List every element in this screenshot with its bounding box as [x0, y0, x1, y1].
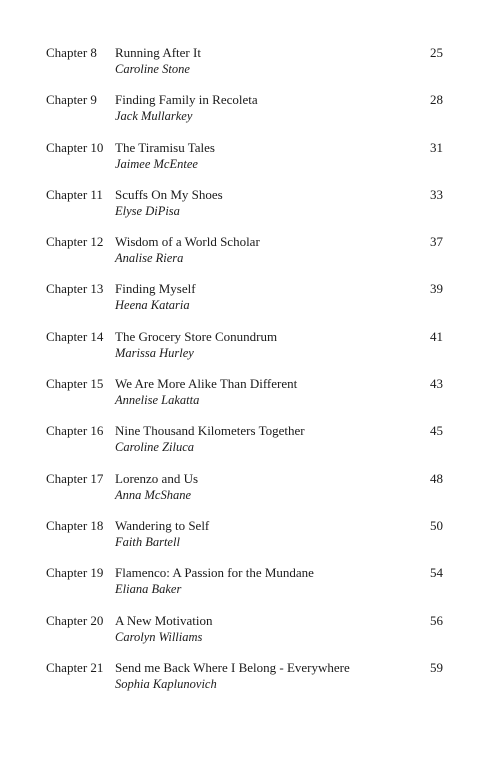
chapter-author: Carolyn Williams [115, 629, 203, 644]
chapter-number: Chapter 12 [46, 234, 104, 250]
chapter-number: Chapter 8 [46, 45, 97, 60]
chapter-title: Flamenco: A Passion for the Mundane [115, 565, 314, 581]
toc-entry [46, 92, 443, 139]
chapter-author: Analise Riera [115, 251, 184, 266]
page-number: 43 [430, 376, 443, 392]
chapter-number: Chapter 18 [46, 517, 104, 533]
page-number: 56 [430, 612, 443, 628]
chapter-title: Lorenzo and Us [115, 470, 199, 486]
chapter-author: Heena Kataria [115, 298, 190, 313]
page-number: 33 [430, 186, 443, 202]
toc-entry [46, 423, 443, 470]
toc-entry [46, 187, 443, 234]
table-of-contents [46, 45, 443, 707]
toc-entry [46, 281, 443, 328]
toc-entry [46, 376, 443, 423]
chapter-title: Wisdom of a World Scholar [115, 234, 260, 250]
chapter-author: Eliana Baker [115, 582, 182, 597]
chapter-author: Sophia Kaplunovich [115, 676, 217, 691]
page-number: 39 [430, 281, 443, 297]
toc-entry [46, 471, 443, 518]
page-number: 50 [430, 517, 443, 533]
chapter-number: Chapter 15 [46, 376, 104, 392]
chapter-title: Running After It [115, 45, 201, 60]
chapter-number: Chapter 16 [46, 423, 104, 439]
chapter-number: Chapter 11 [46, 186, 103, 202]
toc-entry [46, 660, 443, 707]
toc-entry [46, 565, 443, 612]
page-number: 54 [430, 565, 443, 581]
page-number: 45 [430, 423, 443, 439]
toc-entry [46, 518, 443, 565]
chapter-author: Anna McShane [115, 487, 192, 502]
chapter-author: Marissa Hurley [115, 345, 194, 360]
toc-entry [46, 329, 443, 376]
page-number: 59 [430, 659, 443, 675]
chapter-number: Chapter 20 [46, 612, 104, 628]
chapter-title: Nine Thousand Kilometers Together [115, 423, 305, 439]
chapter-author: Caroline Ziluca [115, 440, 195, 455]
chapter-title: A New Motivation [115, 612, 213, 628]
page-number: 48 [430, 470, 443, 486]
chapter-number: Chapter 17 [46, 470, 104, 486]
chapter-title: Send me Back Where I Belong - Everywhere [115, 659, 350, 675]
chapter-number: Chapter 19 [46, 565, 104, 581]
chapter-author: Caroline Stone [115, 62, 190, 76]
page-number: 41 [430, 328, 443, 344]
chapter-title: The Tiramisu Tales [115, 139, 215, 155]
toc-entry [46, 140, 443, 187]
chapter-author: Jaimee McEntee [115, 156, 198, 171]
chapter-title: Wandering to Self [115, 517, 210, 533]
page-number: 28 [430, 92, 443, 108]
chapter-author: Jack Mullarkey [115, 109, 193, 124]
chapter-number: Chapter 13 [46, 281, 104, 297]
chapter-number: Chapter 10 [46, 139, 104, 155]
chapter-title: Scuffs On My Shoes [115, 186, 223, 202]
chapter-number: Chapter 14 [46, 328, 104, 344]
toc-entry [46, 613, 443, 660]
page-number: 37 [430, 234, 443, 250]
chapter-title: Finding Myself [115, 281, 196, 297]
chapter-author: Faith Bartell [115, 534, 180, 549]
toc-entry [46, 234, 443, 281]
chapter-title: We Are More Alike Than Different [115, 376, 298, 392]
page-number: 31 [430, 139, 443, 155]
chapter-number: Chapter 9 [46, 92, 97, 108]
page-number: 25 [430, 45, 443, 60]
chapter-author: Elyse DiPisa [115, 203, 180, 218]
chapter-number: Chapter 21 [46, 659, 104, 675]
toc-entry [46, 45, 443, 92]
chapter-author: Annelise Lakatta [115, 393, 200, 408]
chapter-title: Finding Family in Recoleta [115, 92, 258, 108]
chapter-title: The Grocery Store Conundrum [115, 328, 278, 344]
